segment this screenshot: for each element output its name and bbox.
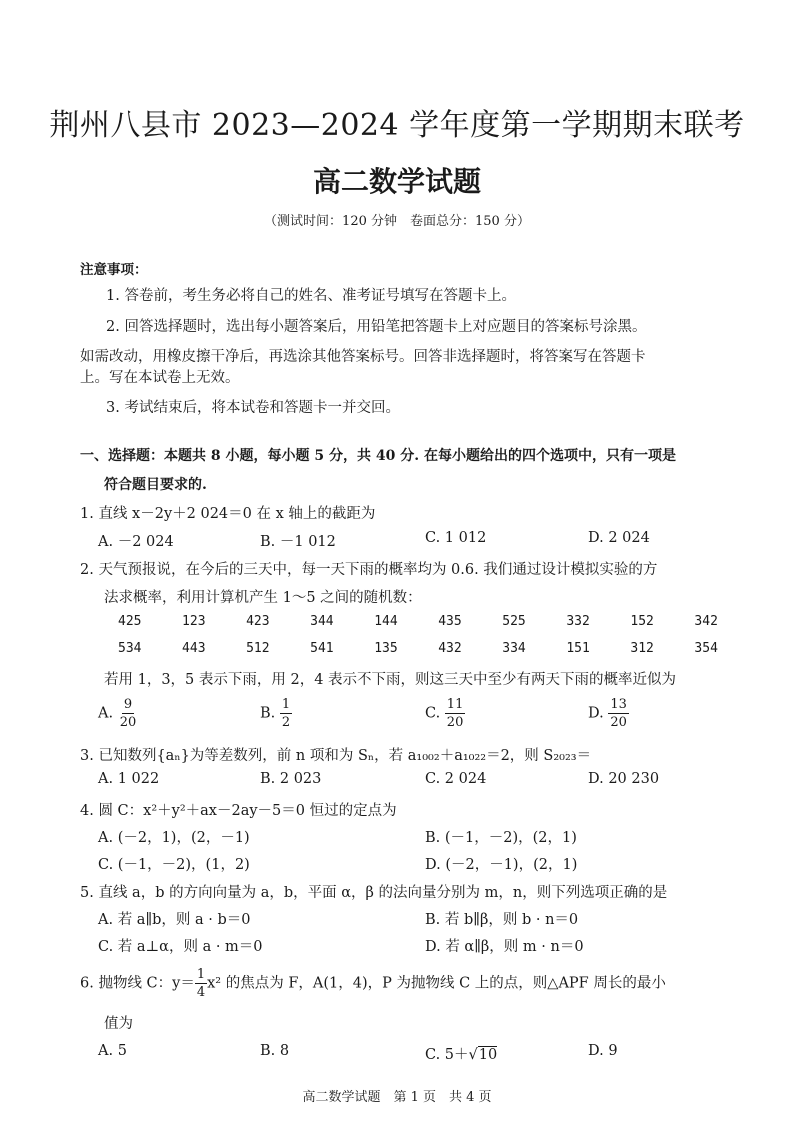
random-numbers-row-1 — [118, 614, 718, 629]
question-5-option-b: B. 若 b∥β，则 b · n＝0 — [425, 912, 579, 928]
time-note: （测试时间：120 分钟 卷面总分：150 分） — [264, 214, 530, 229]
random-number: 342 — [694, 614, 718, 629]
option-text: C. 5＋ — [425, 1047, 469, 1063]
question-3-option-b: B. 2 023 — [260, 771, 322, 787]
question-4-stem: 4. 圆 C：x²＋y²＋ax－2ay－5＝0 恒过的定点为 — [80, 803, 397, 819]
exam-subtitle: 高二数学试题 — [312, 165, 481, 198]
question-6-stem-line-2: 值为 — [104, 1016, 133, 1032]
option-label: A. — [98, 705, 114, 722]
numerator: 9 — [123, 697, 133, 712]
question-3-stem: 3. 已知数列{aₙ}为等差数列，前 n 项和为 Sₙ，若 a₁₀₀₂＋a₁₀₂₂＝2，则 S₂₀₂₃＝ — [80, 748, 592, 764]
question-4-option-a: A. (－2，1)，(2，－1) — [98, 830, 250, 846]
random-number: 425 — [118, 614, 142, 629]
question-2-option-b — [260, 696, 292, 731]
fraction — [195, 966, 207, 1001]
question-2-option-c — [425, 696, 465, 731]
question-6-option-d: D. 9 — [588, 1043, 618, 1059]
note-item-2-line-3: 上。写在本试卷上无效。 — [80, 370, 240, 386]
random-number: 334 — [502, 641, 526, 656]
numerator: 11 — [446, 697, 464, 712]
random-numbers-row-2 — [118, 641, 718, 656]
question-5-option-c: C. 若 a⊥α，则 a · m＝0 — [98, 939, 263, 955]
stem-text: 6. 抛物线 C：y＝ — [80, 975, 195, 992]
question-6-option-a: A. 5 — [98, 1043, 127, 1059]
question-4-option-b: B. (－1，－2)，(2，1) — [425, 830, 577, 846]
question-5-option-a: A. 若 a∥b，则 a · b＝0 — [98, 912, 251, 928]
question-1-option-d: D. 2 024 — [588, 530, 650, 546]
question-4-option-c: C. (－1，－2)，(1，2) — [98, 857, 250, 873]
numerator: 1 — [281, 697, 291, 712]
notes-heading: 注意事项： — [80, 262, 148, 278]
note-item-2-line-2: 如需改动，用橡皮擦干净后，再选涂其他答案标号。回答非选择题时，将答案写在答题卡 — [80, 349, 646, 365]
question-1-option-b: B. －1 012 — [260, 534, 336, 550]
denominator: 4 — [196, 985, 206, 1000]
fraction — [445, 696, 466, 731]
question-1-stem: 1. 直线 x－2y＋2 024＝0 在 x 轴上的截距为 — [80, 506, 376, 522]
random-number: 332 — [566, 614, 590, 629]
option-label: D. — [588, 705, 604, 722]
question-3-option-a: A. 1 022 — [98, 771, 160, 787]
fraction — [118, 696, 139, 731]
random-number: 123 — [182, 614, 206, 629]
random-number: 423 — [246, 614, 270, 629]
stem-text: x² 的焦点为 F，A(1，4)，P 为抛物线 C 上的点，则△APF 周长的最小 — [207, 975, 666, 992]
question-4-option-d: D. (－2，－1)，(2，1) — [425, 857, 578, 873]
question-5-stem: 5. 直线 a，b 的方向向量为 a，b，平面 α，β 的法向量分别为 m，n，则下列选项正确的是 — [80, 885, 668, 901]
random-number: 541 — [310, 641, 334, 656]
random-number: 135 — [374, 641, 398, 656]
random-number: 432 — [438, 641, 462, 656]
note-item-3: 3. 考试结束后，将本试卷和答题卡一并交回。 — [106, 400, 400, 416]
question-6-option-b: B. 8 — [260, 1043, 290, 1059]
denominator: 20 — [610, 715, 627, 730]
question-1-option-c: C. 1 012 — [425, 530, 487, 546]
denominator: 20 — [119, 715, 137, 730]
option-label: C. — [425, 705, 441, 722]
question-3-option-d: D. 20 230 — [588, 771, 660, 787]
note-item-1: 1. 答卷前，考生务必将自己的姓名、准考证号填写在答题卡上。 — [106, 288, 516, 304]
question-2-option-a — [98, 696, 138, 731]
random-number: 443 — [182, 641, 206, 656]
random-number: 534 — [118, 641, 142, 656]
random-number: 354 — [694, 641, 718, 656]
question-1-option-a: A. －2 024 — [98, 534, 174, 550]
random-number: 152 — [630, 614, 654, 629]
fraction — [608, 696, 629, 731]
random-number: 312 — [630, 641, 654, 656]
exam-title: 荆州八县市 2023—2024 学年度第一学期期末联考 — [49, 108, 745, 143]
page-footer: 高二数学试题 第 1 页 共 4 页 — [302, 1090, 492, 1105]
option-label: B. — [260, 705, 276, 722]
question-2-stem-line-3: 若用 1，3，5 表示下雨，用 2，4 表示不下雨，则这三天中至少有两天下雨的概率近似为 — [104, 672, 677, 688]
question-2-stem-line-1: 2. 天气预报说，在今后的三天中，每一天下雨的概率均为 0.6. 我们通过设计模拟实验的方 — [80, 562, 658, 578]
denominator: 2 — [281, 715, 291, 730]
question-6-option-c — [425, 1043, 497, 1064]
random-number: 525 — [502, 614, 526, 629]
question-3-option-c: C. 2 024 — [425, 771, 487, 787]
random-number: 344 — [310, 614, 334, 629]
section-1-heading-line-2: 符合题目要求的. — [104, 477, 207, 493]
question-5-option-d: D. 若 α∥β，则 m · n＝0 — [425, 939, 584, 955]
question-6-stem-line-1 — [80, 966, 666, 1001]
question-2-option-d — [588, 696, 629, 731]
random-number: 435 — [438, 614, 462, 629]
random-number: 144 — [374, 614, 398, 629]
numerator: 13 — [610, 697, 627, 712]
fraction — [280, 696, 292, 731]
numerator: 1 — [196, 967, 206, 982]
random-number: 151 — [566, 641, 590, 656]
note-item-2-line-1: 2. 回答选择题时，选出每小题答案后，用铅笔把答题卡上对应题目的答案标号涂黑。 — [106, 319, 647, 335]
section-1-heading-line-1: 一、选择题：本题共 8 小题，每小题 5 分，共 40 分. 在每小题给出的四个选项中，只有一项是 — [80, 448, 676, 464]
radicand: 10 — [478, 1047, 498, 1063]
sqrt-icon: √ — [468, 1047, 478, 1063]
question-2-stem-line-2: 法求概率，利用计算机产生 1～5 之间的随机数： — [104, 590, 422, 606]
random-number: 512 — [246, 641, 270, 656]
denominator: 20 — [446, 715, 464, 730]
